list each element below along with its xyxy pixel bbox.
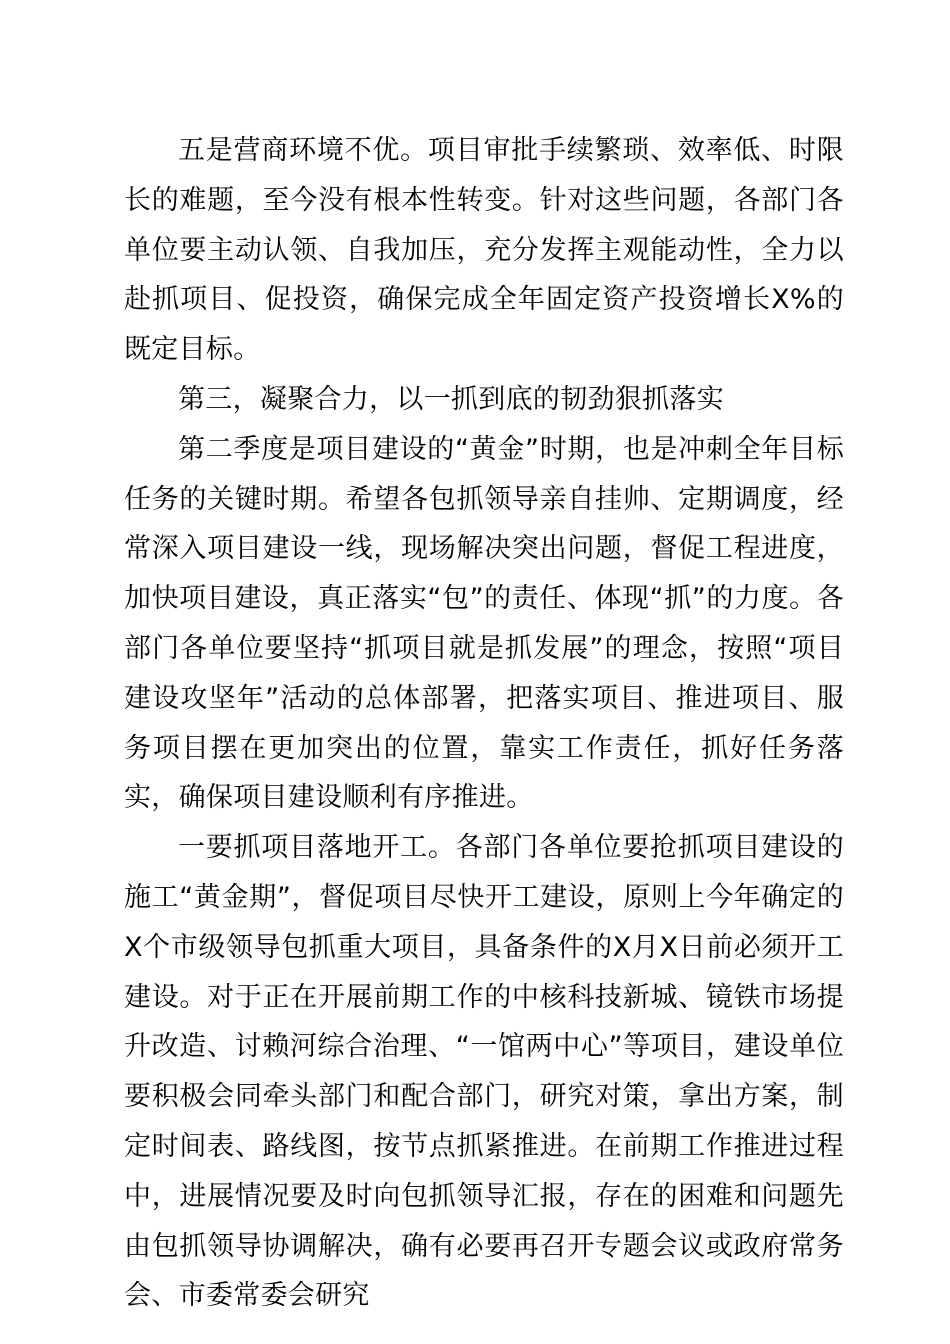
document-body	[124, 126, 844, 1321]
paragraph-project-start: 一要抓项目落地开工。各部门各单位要抢抓项目建设的施工“黄金期”，督促项目尽快开工建设，原则上今年确定的X个市级领导包抓重大项目，具备条件的X月X日前必须开工建设。对于正在开展前期工作的中核科技新城、镜铁市场提升改造、讨赖河综合治理、“一馆两中心”等项目，建设单位要积极会同牵头部门和配合部门，研究对策，拿出方案，制定时间表、路线图，按节点抓紧推进。在前期工作推进过程中，进展情况要及时向包抓领导汇报，存在的困难和问题先由包抓领导协调解决，确有必要再召开专题会议或政府常务会、市委常委会研究	[124, 832, 844, 1312]
paragraph-business-environment: 五是营商环境不优。项目审批手续繁琐、效率低、时限长的难题，至今没有根本性转变。针对这些问题，各部门各单位要主动认领、自我加压，充分发挥主观能动性，全力以赴抓项目、促投资，确保完成全年固定资产投资增长X%的既定目标。	[124, 135, 844, 366]
section-heading-third: 第三，凝聚合力，以一抓到底的韧劲狠抓落实	[178, 383, 724, 415]
paragraph-second-quarter: 第二季度是项目建设的“黄金”时期，也是冲刺全年目标任务的关键时期。希望各包抓领导亲自挂帅、定期调度，经常深入项目建设一线，现场解决突出问题，督促工程进度，加快项目建设，真正落实“包”的责任、体现“抓”的力度。各部门各单位要坚持“抓项目就是抓发展”的理念，按照“项目建设攻坚年”活动的总体部署，把落实项目、推进项目、服务项目摆在更加突出的位置，靠实工作责任，抓好任务落实，确保项目建设顺利有序推进。	[124, 433, 844, 814]
